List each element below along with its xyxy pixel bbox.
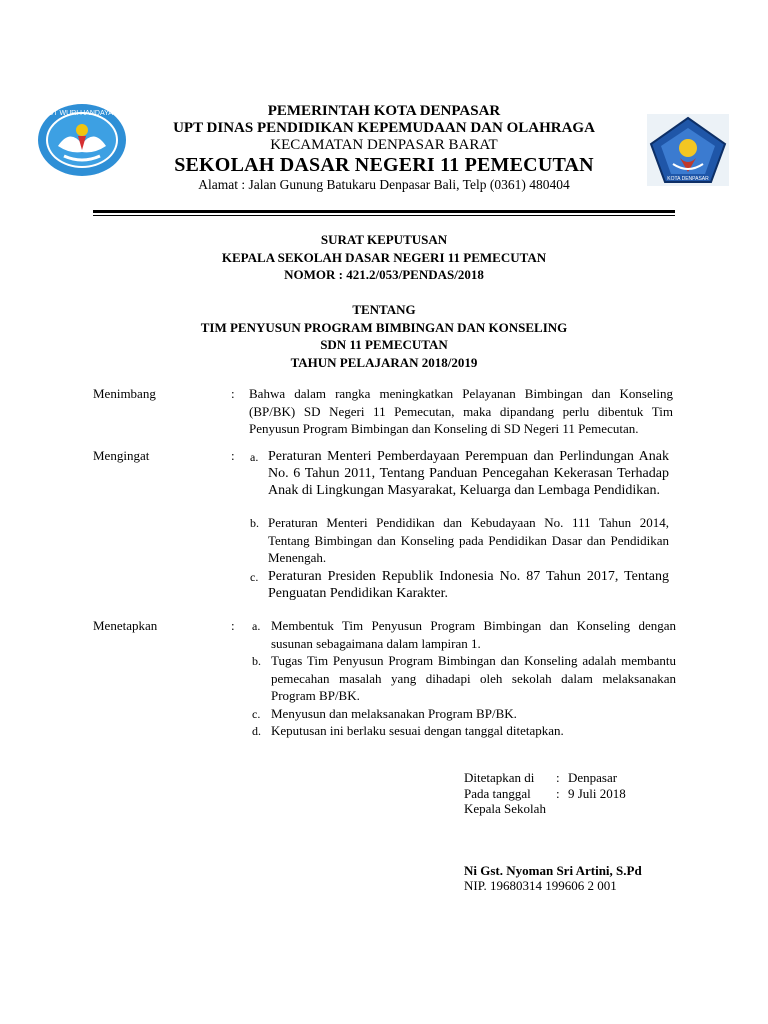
menetapkan-item-b: Tugas Tim Penyusun Program Bimbingan dan Konseling adalah membantu pemecahan masalah yang dihadapi oleh sekolah dalam melaksanakan Program BP/BK. — [271, 653, 676, 703]
signature-date-colon: : — [556, 786, 560, 801]
logo-text: KOTA DENPASAR — [667, 176, 709, 182]
letterhead-rule-thick — [93, 210, 675, 213]
signature-place-colon: : — [556, 770, 560, 785]
mengingat-item-b-mark: b. — [250, 516, 259, 530]
menimbang-text: Bahwa dalam rangka meningkatkan Pelayanan Bimbingan dan Konseling (BP/BK) SD Negeri 11 Pemecutan, maka dipandang perlu dibentuk Tim Penyusun Program Bimbingan dan Konseling di SD Negeri 11 Pemecutan. — [249, 386, 673, 436]
menetapkan-item-a-mark: a. — [252, 619, 261, 633]
decree-subject: TIM PENYUSUN PROGRAM BIMBINGAN DAN KONSELING — [200, 320, 568, 335]
signature-date-value: 9 Juli 2018 — [568, 786, 626, 801]
menetapkan-item-d: Keputusan ini berlaku sesuai dengan tanggal ditetapkan. — [271, 723, 564, 738]
menetapkan-item-b-mark: b. — [252, 654, 261, 668]
decree-title: SURAT KEPUTUSAN — [320, 232, 448, 247]
mengingat-item-c: Peraturan Presiden Republik Indonesia No. 87 Tahun 2017, Tentang Penguatan Pendidikan Karakter. — [268, 569, 669, 601]
decree-about: TENTANG — [352, 302, 416, 317]
logo-text: TUT WURI HANDAYANI — [44, 110, 120, 117]
decree-school: SDN 11 PEMECUTAN — [320, 337, 448, 352]
mengingat-colon: : — [231, 448, 235, 463]
header-address: Alamat : Jalan Gunung Batukaru Denpasar Bali, Telp (0361) 480404 — [198, 177, 570, 192]
menetapkan-item-a: Membentuk Tim Penyusun Program Bimbingan dan Konseling dengan susunan sebagaimana dalam lampiran 1. — [271, 618, 676, 651]
mengingat-item-b: Peraturan Menteri Pendidikan dan Kebudayaan No. 111 Tahun 2014, Tentang Bimbingan dan Konseling pada Pendidikan Dasar dan Pendidikan Menengah. — [268, 515, 669, 565]
menetapkan-item-c: Menyusun dan melaksanakan Program BP/BK. — [271, 706, 517, 721]
signature-place-label: Ditetapkan di — [464, 770, 535, 785]
signature-place-value: Denpasar — [568, 770, 618, 785]
header-school-name: SEKOLAH DASAR NEGERI 11 PEMECUTAN — [174, 154, 594, 176]
menimbang-colon: : — [231, 386, 235, 401]
mengingat-item-c-mark: c. — [250, 570, 259, 584]
decree-number: NOMOR : 421.2/053/PENDAS/2018 — [284, 267, 484, 282]
menetapkan-colon: : — [231, 618, 235, 633]
signature-date-label: Pada tanggal — [464, 786, 531, 801]
signature-position: Kepala Sekolah — [464, 801, 546, 816]
menetapkan-item-c-mark: c. — [252, 707, 261, 721]
decree-year: TAHUN PELAJARAN 2018/2019 — [290, 355, 478, 370]
decree-issuer: KEPALA SEKOLAH DASAR NEGERI 11 PEMECUTAN — [221, 250, 547, 265]
signature-nip: NIP. 19680314 199606 2 001 — [464, 878, 617, 893]
header-district: KECAMATAN DENPASAR BARAT — [270, 137, 498, 153]
menetapkan-item-d-mark: d. — [252, 724, 261, 738]
mengingat-item-a: Peraturan Menteri Pemberdayaan Perempuan dan Perlindungan Anak No. 6 Tahun 2011, Tentang Panduan Pencegahan Kekerasan Terhadap Anak di Lingkungan Masyarakat, Keluarga dan Lembaga Pendidikan. — [268, 449, 669, 498]
mengingat-label: Mengingat — [93, 448, 150, 463]
header-government: PEMERINTAH KOTA DENPASAR — [267, 103, 501, 119]
menetapkan-label: Menetapkan — [93, 618, 158, 633]
signature-name: Ni Gst. Nyoman Sri Artini, S.Pd — [464, 863, 642, 878]
menimbang-label: Menimbang — [93, 386, 156, 401]
header-department: UPT DINAS PENDIDIKAN KEPEMUDAAN DAN OLAHRAGA — [173, 120, 595, 136]
mengingat-item-a-mark: a. — [250, 450, 259, 464]
letterhead-rule-thin — [93, 215, 675, 216]
